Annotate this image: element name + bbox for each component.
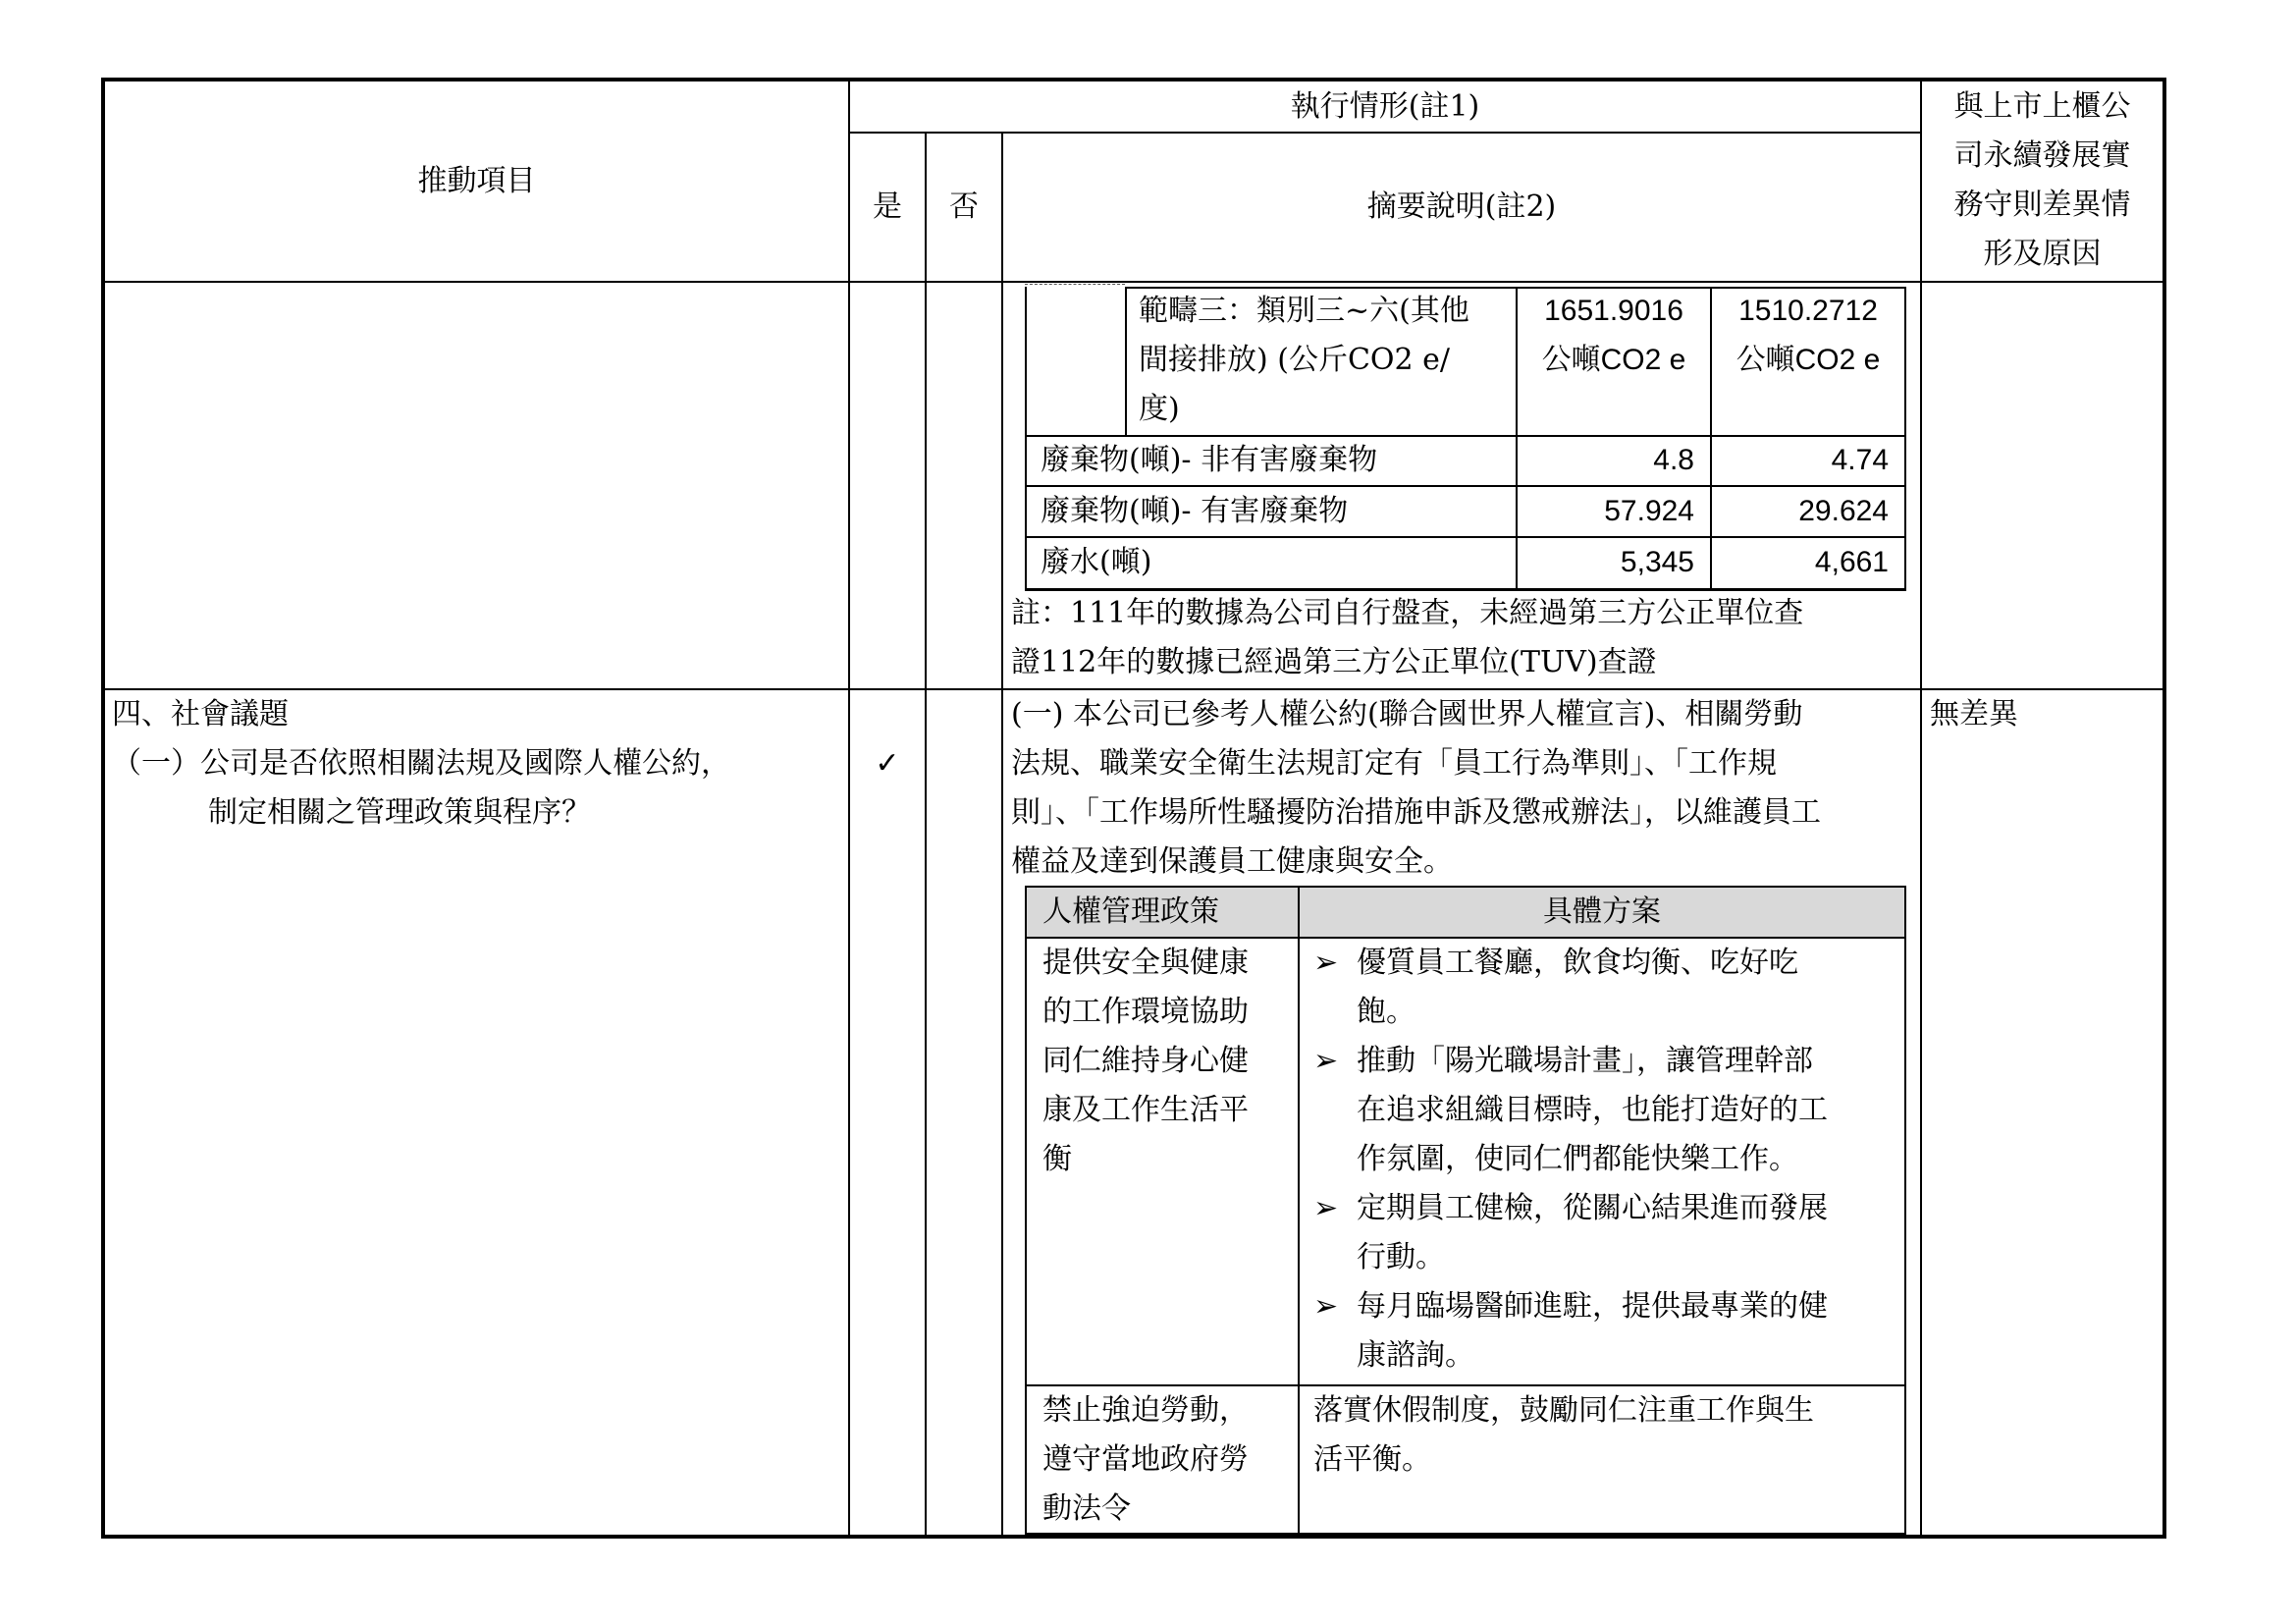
col-divider-item bbox=[848, 80, 850, 1537]
policy-row2-line: 禁止強迫勞動， bbox=[1042, 1393, 1249, 1428]
plan-item-line: 飽。 bbox=[1357, 995, 1415, 1029]
outer-border-left bbox=[101, 78, 105, 1539]
plan-item-line: 優質員工餐廳，飲食均衡、吃好吃 bbox=[1357, 946, 1798, 980]
plan-item-line: 定期員工健檢，從關心結果進而發展 bbox=[1357, 1191, 1828, 1225]
header-sub-rule bbox=[848, 132, 1922, 134]
env-note-line-1: 註：111年的數據為公司自行盤查，未經過第三方公正單位查 bbox=[1011, 596, 1804, 630]
env-table-inner-left bbox=[1125, 287, 1127, 436]
scope3-label-line-1: 範疇三：類別三~六(其他 bbox=[1139, 294, 1469, 328]
policy-row1-line: 衡 bbox=[1042, 1142, 1072, 1176]
scope3-label-line-3: 度) bbox=[1139, 392, 1180, 426]
summary-line-3: 則」、「工作場所性騷擾防治措施申訴及懲戒辦法」，以維護員工 bbox=[1011, 795, 1821, 830]
policy-row1-line: 的工作環境協助 bbox=[1042, 995, 1249, 1029]
header-diff-line-1: 與上市上櫃公 bbox=[1953, 89, 2131, 124]
header-status-group: 執行情形(註1) bbox=[1290, 89, 1480, 124]
scope3-value-112-line-1: 1510.2712 bbox=[1738, 295, 1878, 327]
scope3-value-112-line-2: 公噸CO2 e bbox=[1735, 344, 1881, 376]
policy-row1-line: 同仁維持身心健 bbox=[1042, 1044, 1249, 1078]
env-row-label: 廢棄物(噸)- 非有害廢棄物 bbox=[1041, 443, 1378, 477]
policy-table-right bbox=[1904, 886, 1906, 1535]
diff-status: 無差異 bbox=[1930, 697, 2018, 731]
env-table-left bbox=[1025, 287, 1027, 591]
header-item-col: 推動項目 bbox=[417, 164, 536, 198]
scope3-label-line-2: 間接排放) (公斤CO2 e/ bbox=[1139, 343, 1450, 377]
outer-border-top bbox=[101, 78, 2166, 81]
policy-table-mid bbox=[1298, 886, 1300, 1535]
arrow-bullet-icon: ➢ bbox=[1313, 947, 1339, 979]
header-diff-line-2: 司永續發展實 bbox=[1953, 138, 2131, 173]
col-divider-summary bbox=[1920, 80, 1922, 1537]
plan-item-line: 每月臨場醫師進駐，提供最專業的健 bbox=[1357, 1289, 1828, 1324]
policy-header-plan: 具體方案 bbox=[1543, 894, 1661, 929]
env-row-value-112: 4,661 bbox=[1814, 546, 1889, 578]
arrow-bullet-icon: ➢ bbox=[1313, 1045, 1339, 1077]
policy-row2-line: 遵守當地政府勞 bbox=[1042, 1442, 1249, 1477]
summary-line-2: 法規、職業安全衛生法規訂定有「員工行為準則」、「工作規 bbox=[1011, 746, 1777, 781]
env-row-value-111: 57.924 bbox=[1604, 495, 1694, 527]
social-question-1-line-1: （一）公司是否依照相關法規及國際人權公約， bbox=[112, 746, 730, 781]
plan-item-line: 作氛圍，使同仁們都能快樂工作。 bbox=[1357, 1142, 1798, 1176]
policy-table-left bbox=[1025, 886, 1027, 1535]
outer-border-right bbox=[2163, 78, 2166, 1539]
env-row-value-111: 4.8 bbox=[1653, 444, 1694, 476]
plan-item-line: 行動。 bbox=[1357, 1240, 1445, 1274]
col-divider-no bbox=[1001, 133, 1003, 1537]
scope3-value-111-line-2: 公噸CO2 e bbox=[1541, 344, 1686, 376]
check-mark-icon: ✓ bbox=[875, 746, 900, 781]
social-question-1-line-2: 制定相關之管理政策與程序？ bbox=[208, 795, 591, 830]
policy-header-policy: 人權管理政策 bbox=[1042, 894, 1219, 929]
env-table-right bbox=[1904, 287, 1906, 591]
env-row-value-112: 4.74 bbox=[1831, 444, 1889, 476]
outer-border-bottom bbox=[101, 1535, 2166, 1539]
header-yes: 是 bbox=[873, 189, 902, 224]
env-row-value-111: 5,345 bbox=[1620, 546, 1694, 578]
policy-row2-line: 動法令 bbox=[1042, 1491, 1131, 1526]
header-diff-line-3: 務守則差異情 bbox=[1953, 188, 2131, 222]
summary-line-1: (一) 本公司已參考人權公約(聯合國世界人權宣言)、相關勞動 bbox=[1011, 697, 1803, 731]
policy-row1-line: 康及工作生活平 bbox=[1042, 1093, 1249, 1127]
env-row-label: 廢棄物(噸)- 有害廢棄物 bbox=[1041, 494, 1349, 528]
arrow-bullet-icon: ➢ bbox=[1313, 1290, 1339, 1323]
col-divider-yes bbox=[925, 133, 927, 1537]
plan-row2-line: 活平衡。 bbox=[1313, 1442, 1431, 1477]
env-table-top-dashed bbox=[1025, 284, 1125, 285]
plan-item-line: 在追求組織目標時，也能打造好的工 bbox=[1357, 1093, 1828, 1127]
header-summary: 摘要說明(註2) bbox=[1366, 189, 1557, 224]
env-note-line-2: 證112年的數據已經過第三方公正單位(TUV)查證 bbox=[1011, 645, 1657, 679]
plan-item-line: 康諮詢。 bbox=[1357, 1338, 1474, 1373]
policy-row1-line: 提供安全與健康 bbox=[1042, 946, 1249, 980]
plan-row2-line: 落實休假制度，鼓勵同仁注重工作與生 bbox=[1313, 1393, 1814, 1428]
header-no: 否 bbox=[949, 189, 979, 224]
env-row-value-112: 29.624 bbox=[1798, 495, 1889, 527]
env-row-label: 廢水(噸) bbox=[1041, 545, 1152, 579]
header-bottom-rule bbox=[101, 281, 2166, 283]
plan-item-line: 推動「陽光職場計畫」，讓管理幹部 bbox=[1357, 1044, 1813, 1078]
social-section-title: 四、社會議題 bbox=[112, 697, 289, 731]
scope3-value-111-line-1: 1651.9016 bbox=[1544, 295, 1683, 327]
header-diff-line-4: 形及原因 bbox=[1983, 237, 2102, 271]
summary-line-4: 權益及達到保護員工健康與安全。 bbox=[1011, 844, 1453, 879]
arrow-bullet-icon: ➢ bbox=[1313, 1192, 1339, 1224]
